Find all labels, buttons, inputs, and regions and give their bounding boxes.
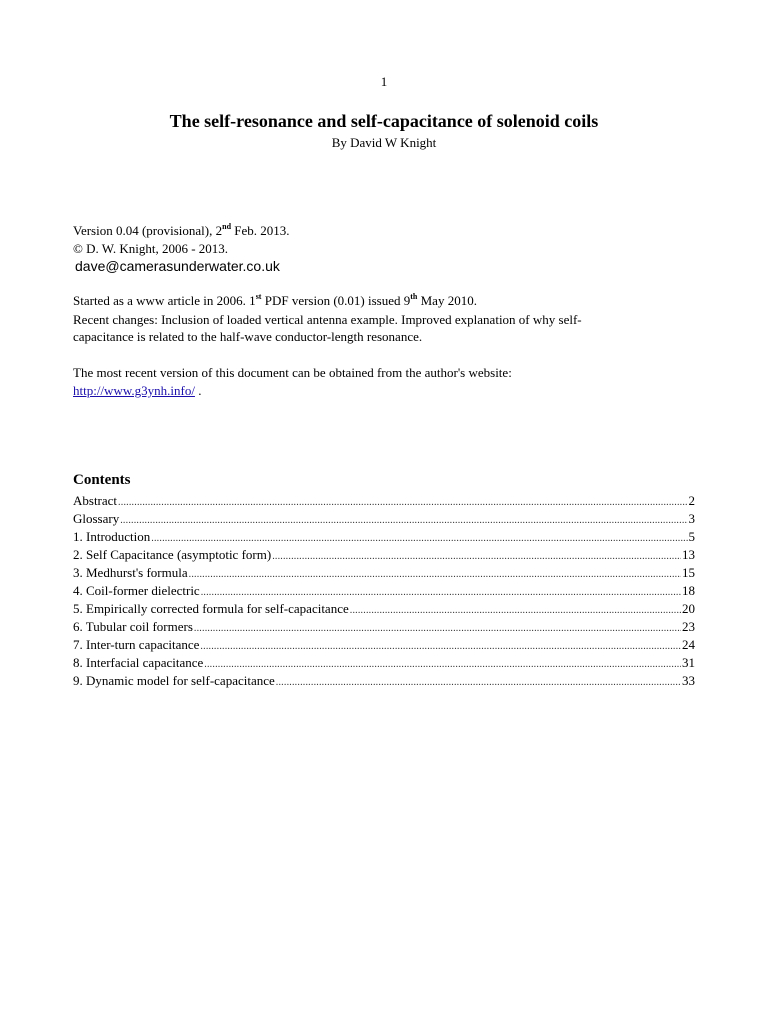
toc-leader-dots	[200, 638, 681, 656]
version-date-suffix: nd	[222, 221, 232, 231]
toc-entry-label: Glossary	[73, 511, 120, 526]
version-date-rest: Feb. 2013.	[231, 223, 290, 238]
toc-entry-inter-turn[interactable]	[73, 636, 695, 654]
toc-leader-dots	[120, 512, 687, 530]
toc-leader-dots	[118, 494, 687, 512]
toc-leader-dots	[194, 620, 681, 638]
toc-entry-label: 4. Coil-former dielectric	[73, 583, 200, 598]
history-sup-2: th	[410, 291, 418, 301]
history-text-c: May 2010.	[417, 293, 477, 308]
history-text-a: Started as a www article in 2006. 1	[73, 293, 256, 308]
toc-leader-dots	[272, 548, 681, 566]
toc-entry-page: 23	[682, 619, 695, 634]
toc-leader-dots	[350, 602, 681, 620]
toc-entry-glossary[interactable]	[73, 510, 695, 528]
contents-heading: Contents	[73, 472, 131, 488]
toc-entry-page: 15	[682, 565, 695, 580]
version-line	[73, 223, 290, 239]
toc-leader-dots	[189, 566, 681, 584]
toc-leader-dots	[276, 674, 681, 692]
history-sup-1: st	[255, 291, 262, 301]
history-text-b: PDF version (0.01) issued 9	[261, 293, 411, 308]
recent-changes-line-1: Recent changes: Inclusion of loaded vertical antenna example. Improved explanation of why self-	[73, 312, 582, 327]
toc-entry-self-capacitance[interactable]	[73, 546, 695, 564]
toc-entry-label: 3. Medhurst's formula	[73, 565, 188, 580]
toc-entry-dynamic-model[interactable]	[73, 672, 695, 690]
toc-entry-page: 24	[682, 637, 695, 652]
author-byline: By David W Knight	[331, 135, 437, 150]
author-email[interactable]: dave@camerasunderwater.co.uk	[75, 258, 280, 274]
toc-entry-page: 20	[682, 601, 695, 616]
history-line	[73, 293, 477, 309]
table-of-contents	[73, 492, 695, 690]
website-line: The most recent version of this document can be obtained from the author's website:	[73, 365, 512, 380]
copyright-line: © D. W. Knight, 2006 - 2013.	[73, 241, 229, 256]
document-title: The self-resonance and self-capacitance of solenoid coils	[169, 111, 599, 131]
page-number: 1	[380, 74, 388, 89]
toc-entry-label: 9. Dynamic model for self-capacitance	[73, 673, 275, 688]
toc-entry-label: 6. Tubular coil formers	[73, 619, 193, 634]
toc-entry-label: 8. Interfacial capacitance	[73, 655, 204, 670]
toc-entry-page: 3	[688, 511, 695, 526]
toc-entry-page: 31	[682, 655, 695, 670]
toc-entry-page: 13	[682, 547, 695, 562]
toc-entry-interfacial[interactable]	[73, 654, 695, 672]
toc-entry-page: 2	[688, 493, 695, 508]
toc-entry-label: 2. Self Capacitance (asymptotic form)	[73, 547, 272, 562]
toc-entry-page: 33	[682, 673, 695, 688]
toc-entry-introduction[interactable]	[73, 528, 695, 546]
website-link[interactable]: http://www.g3ynh.info/	[73, 383, 195, 398]
toc-leader-dots	[204, 656, 681, 674]
toc-entry-label: 7. Inter-turn capacitance	[73, 637, 200, 652]
website-link-line	[73, 383, 201, 399]
toc-entry-label: Abstract	[73, 493, 118, 508]
version-text: Version 0.04 (provisional), 2	[73, 223, 223, 238]
toc-entry-abstract[interactable]	[73, 492, 695, 510]
toc-entry-page: 18	[682, 583, 695, 598]
website-link-trailer: .	[194, 383, 202, 398]
toc-entry-medhurst[interactable]	[73, 564, 695, 582]
toc-entry-label: 5. Empirically corrected formula for self-capacitance	[73, 601, 349, 616]
toc-entry-coil-former-dielectric[interactable]	[73, 582, 695, 600]
toc-entry-empirical-formula[interactable]	[73, 600, 695, 618]
recent-changes-line-2: capacitance is related to the half-wave conductor-length resonance.	[73, 329, 423, 344]
toc-entry-page: 5	[688, 529, 695, 544]
toc-entry-label: 1. Introduction	[73, 529, 151, 544]
toc-entry-tubular-formers[interactable]	[73, 618, 695, 636]
